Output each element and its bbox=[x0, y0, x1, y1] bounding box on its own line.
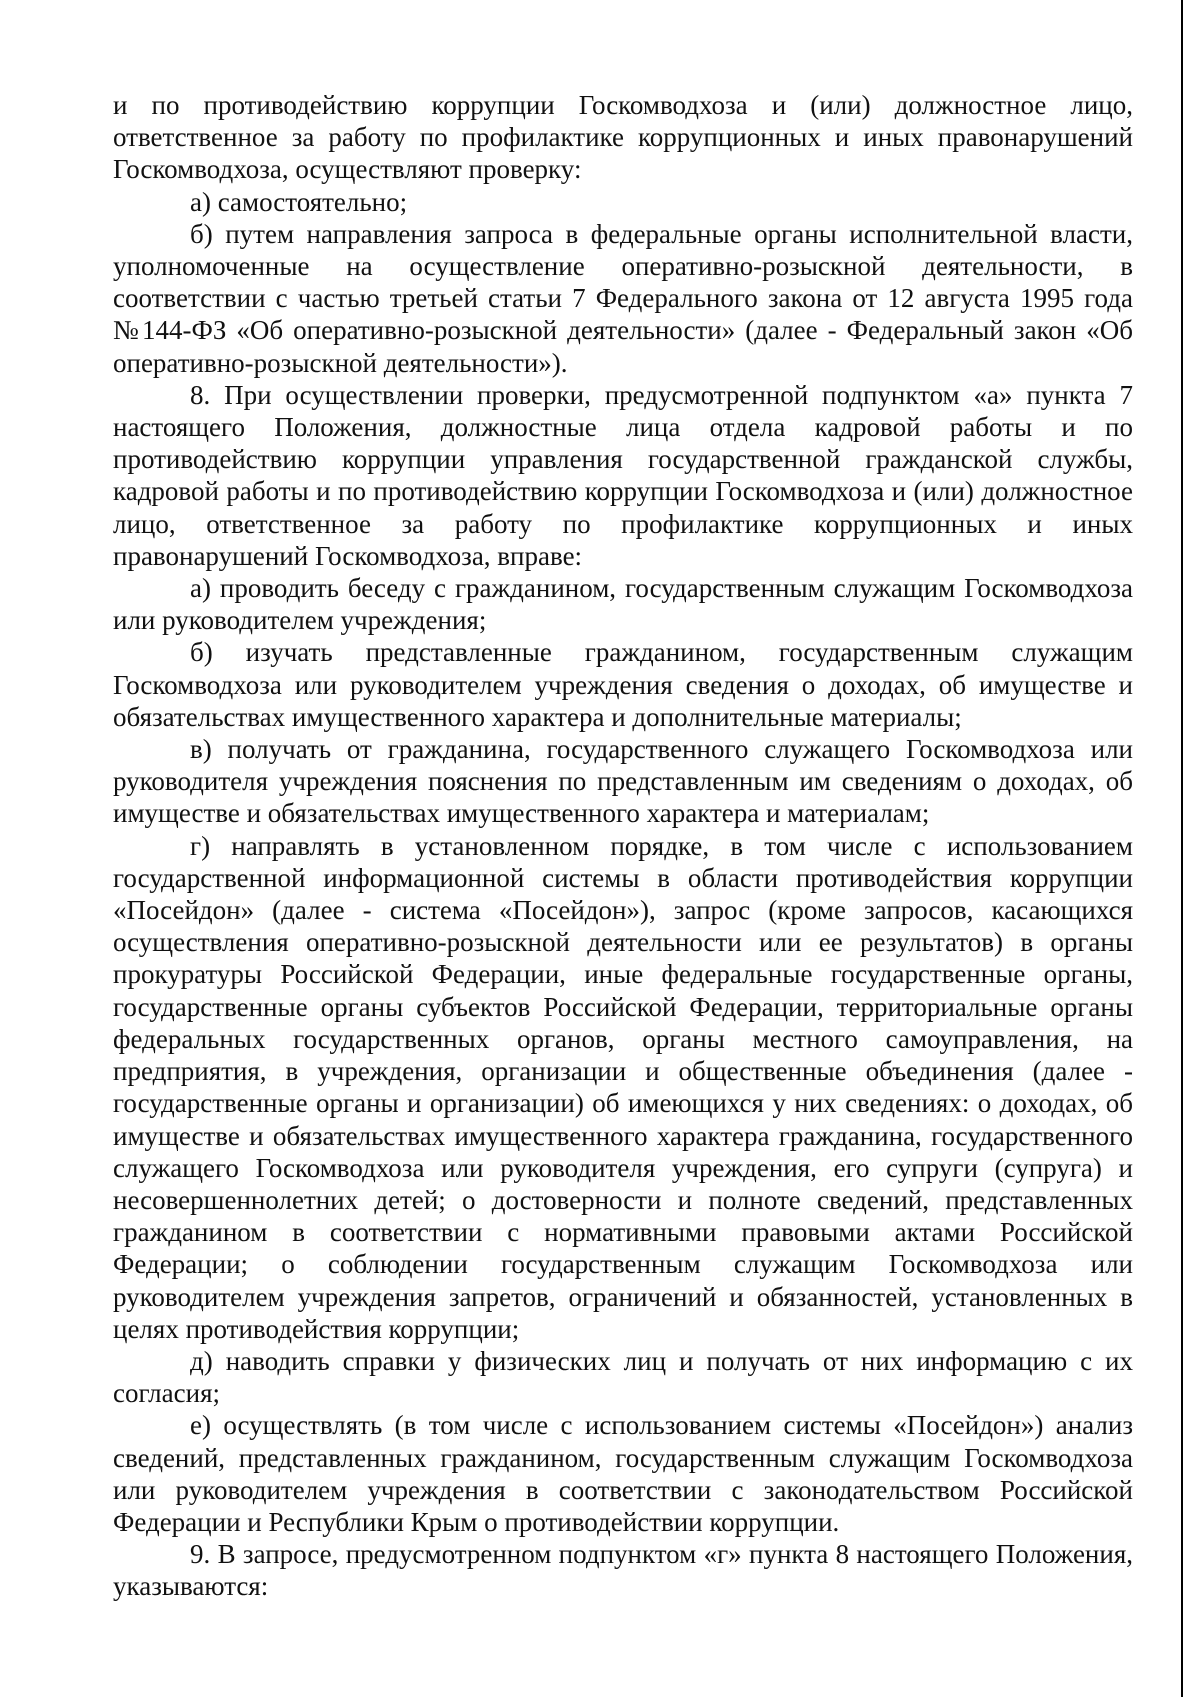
subparagraph-7b: б) путем направления запроса в федеральные органы исполнительной власти, уполномоченные на осуществление оперативно-розыскной деятельности, в соответствии с частью третьей статьи 7 Федерального закона от 12 августа 1995 года №144-ФЗ «Об оперативно-розыскной деятельности» (далее - Федеральный закон «Об оперативно-розыскной деятельности»). bbox=[113, 218, 1133, 378]
subparagraph-8v: в) получать от гражданина, государственного служащего Госкомводхоза или руководителя учреждения пояснения по представленным им сведениям о доходах, об имуществе и обязательствах имущественного характера и материалам; bbox=[113, 734, 1133, 829]
paragraph-9: 9. В запросе, предусмотренном подпунктом «г» пункта 8 настоящего Положения, указываются: bbox=[113, 1539, 1133, 1602]
subparagraph-8b: б) изучать представленные гражданином, государственным служащим Госкомводхоза или руководителем учреждения сведения о доходах, об имуществе и обязательствах имущественного характера и дополнительные материалы; bbox=[113, 637, 1133, 732]
subparagraph-7a: а) самостоятельно; bbox=[190, 186, 408, 217]
subparagraph-8e: е) осуществлять (в том числе с использованием системы «Посейдон») анализ сведений, представленных гражданином, государственным служащим Госкомводхоза или руководителем учреждения в соответствии с законодательством Российской Федерации и Республики Крым о противодействии коррупции. bbox=[113, 1410, 1133, 1537]
paragraph-continuation: и по противодействию коррупции Госкомводхоза и (или) должностное лицо, ответственное за работу по профилактике коррупционных и иных правонарушений Госкомводхоза, осуществляют проверку: bbox=[113, 90, 1133, 185]
subparagraph-8g: г) направлять в установленном порядке, в том числе с использованием государственной информационной системы в области противодействия коррупции «Посейдон» (далее - система «Посейдон»), запрос (кроме запросов, касающихся осуществления оперативно-розыскной деятельности или ее результатов) в органы прокуратуры Российской Федерации, иные федеральные государственные органы, государственные органы субъектов Российской Федерации, территориальные органы федеральных государственных органов, органы местного самоуправления, на предприятия, в учреждения, организации и общественные объединения (далее - государственные органы и организации) об имеющихся у них сведениях: о доходах, об имуществе и обязательствах имущественного характера гражданина, государственного служащего Госкомводхоза или руководителя учреждения, его супруги (супруга) и несовершеннолетних детей; о достоверности и полноте сведений, представленных гражданином в соответствии с нормативными правовыми актами Российской Федерации; о соблюдении государственным служащим Госкомводхоза или руководителем учреждения запретов, ограничений и обязанностей, установленных в целях противодействия коррупции; bbox=[113, 830, 1133, 1344]
paragraph-8: 8. При осуществлении проверки, предусмотренной подпунктом «а» пункта 7 настоящего Положения, должностные лица отдела кадровой работы и по противодействию коррупции управления государственной гражданской службы, кадровой работы и по противодействию коррупции Госкомводхоза и (или) должностное лицо, ответственное за работу по профилактике коррупционных и иных правонарушений Госкомводхоза, вправе: bbox=[113, 379, 1133, 571]
page-right-border bbox=[1181, 0, 1183, 1697]
subparagraph-8a: а) проводить беседу с гражданином, государственным служащим Госкомводхоза или руководителем учреждения; bbox=[113, 573, 1133, 636]
subparagraph-8d: д) наводить справки у физических лиц и получать от них информацию с их согласия; bbox=[113, 1345, 1133, 1409]
document-body bbox=[113, 89, 1133, 1603]
